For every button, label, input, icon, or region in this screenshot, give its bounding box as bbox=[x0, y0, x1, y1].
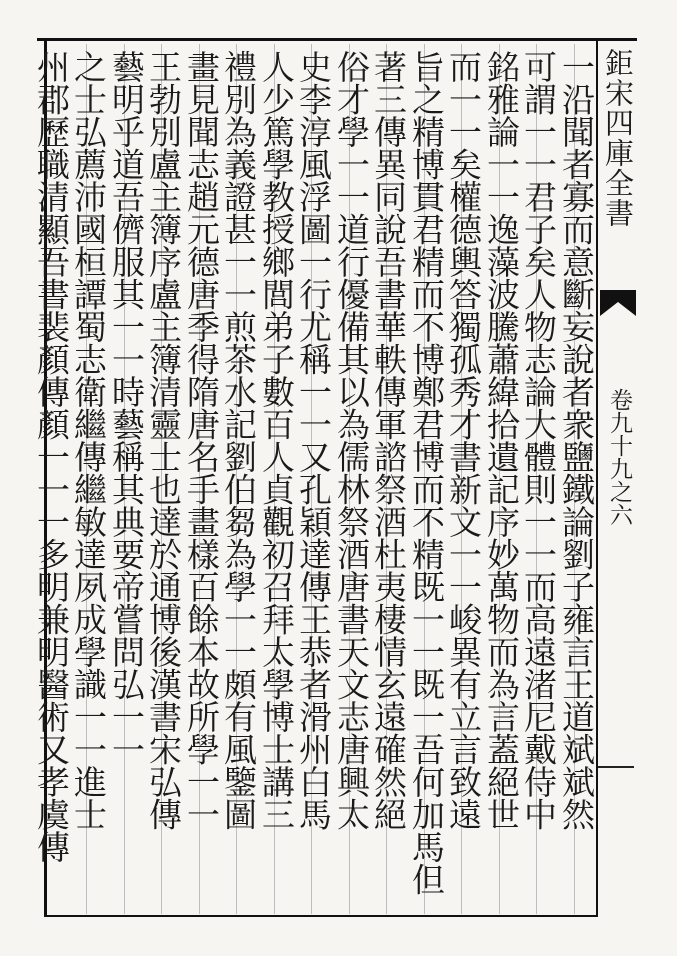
fishtail-mark-icon bbox=[598, 290, 638, 316]
text-column-6: 著三傳異同說吾書華軼傳軍諮祭酒杜夷棲情玄遠確然絕 bbox=[369, 50, 408, 830]
text-column-1: 一沿聞者寡而意斷妄說者衆鹽鐵論劉子雍言王道斌斌然 bbox=[557, 50, 596, 830]
text-column-14: 之士弘薦沛國桓譚蜀志衛繼傳繼敏達夙成學識一一進士 bbox=[69, 50, 108, 830]
text-column-2: 可謂一一君子矣人物志論大體則一一而高遠渚尼戴侍中 bbox=[519, 50, 558, 830]
book-title: 鉅宋四庫全書 bbox=[601, 48, 635, 228]
text-column-5: 旨之精博貫君精而不博鄭君博而不精既一一既一吾何加馬但 bbox=[407, 50, 446, 895]
text-column-9: 人少篤學教授鄉閭弟子數百人貞觀初召拜太學博士講三 bbox=[257, 50, 296, 830]
text-column-3: 銘雅論一一逸藻波騰蕭緯拾遺記序妙萬物而為言蓋絕世 bbox=[482, 50, 521, 830]
volume-label: 卷九十九之六 bbox=[606, 388, 632, 526]
margin-tick bbox=[598, 766, 634, 768]
text-column-7: 俗才學一一道行優備其以為儒林祭酒唐書天文志唐興太 bbox=[332, 50, 371, 830]
text-column-13: 藝明乎道吾儕服其一一時藝稱其典要帝嘗問弘一一 bbox=[107, 50, 146, 765]
text-column-8: 史李淳風浮圖一行尤稱一一又孔穎達傳王恭者滑州白馬 bbox=[294, 50, 333, 830]
text-column-12: 王勃別盧主簿序盧主簿清靈士也達於通博後漢書宋弘傳 bbox=[144, 50, 183, 830]
text-column-15: 州郡歷職清顯吾書裴顏傳顏一一一多明兼明醫術又孝虞傳 bbox=[32, 50, 71, 863]
top-border-rule bbox=[37, 38, 637, 41]
text-body bbox=[32, 44, 596, 914]
text-column-4: 而一一矣權德輿答獨孤秀才書新文一一峻異有立言致遠 bbox=[444, 50, 483, 830]
bottom-border-rule bbox=[44, 915, 596, 917]
text-column-10: 禮別為義證甚一一煎茶水記劉伯芻為學一一頗有風鑒圖 bbox=[219, 50, 258, 830]
text-column-11: 畫見聞志趙元德唐季得隋唐名手畫樣百餘本故所學一一 bbox=[182, 50, 221, 830]
